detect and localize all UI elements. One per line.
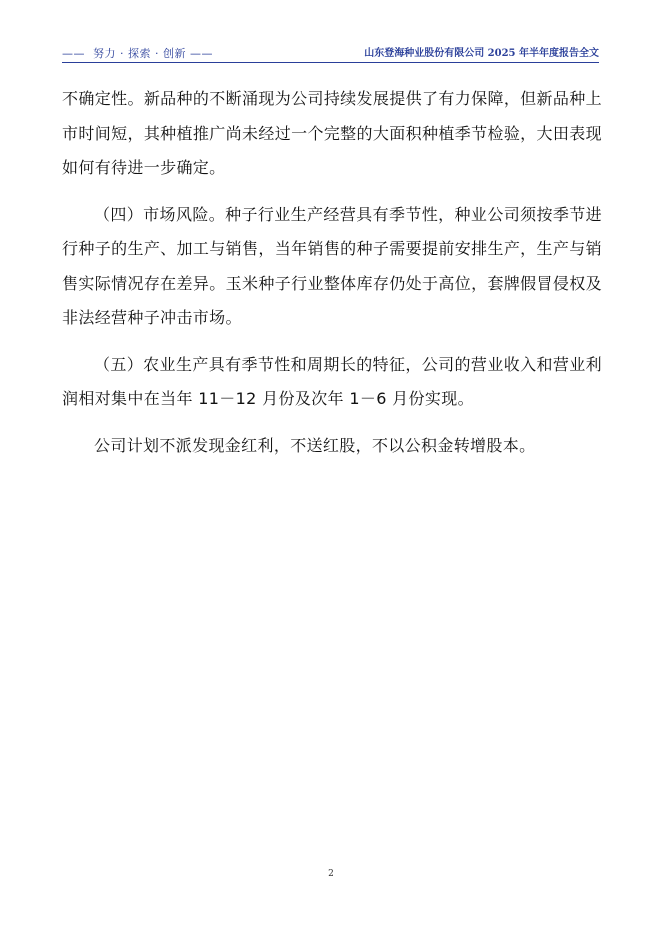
document-body (62, 82, 602, 475)
paragraph-seasonality: （五）农业生产具有季节性和周期长的特征，公司的营业收入和营业利润相对集中在当年 11－12 月份及次年 1－6 月份实现。 (62, 354, 602, 408)
header-divider (62, 62, 599, 63)
page-header (62, 47, 599, 63)
page-number: 2 (328, 869, 334, 879)
header-report-title: 山东登海种业股份有限公司 2025 年半年度报告全文 (364, 48, 599, 59)
header-slogan: —— 努力 · 探索 · 创新 —— (62, 47, 213, 60)
paragraph-dividend-plan: 公司计划不派发现金红利，不送红股，不以公积金转增股本。 (94, 435, 536, 455)
paragraph-market-risk: （四）市场风险。种子行业生产经营具有季节性，种业公司须按季节进行种子的生产、加工与销售，当年销售的种子需要提前安排生产，生产与销售实际情况存在差异。玉米种子行业整体库存仍处于高位，套牌假冒侵权及非法经营种子冲击市场。 (62, 204, 602, 327)
paragraph-continuation: 不确定性。新品种的不断涌现为公司持续发展提供了有力保障，但新品种上市时间短，其种植推广尚未经过一个完整的大面积种植季节检验，大田表现如何有待进一步确定。 (62, 89, 602, 177)
